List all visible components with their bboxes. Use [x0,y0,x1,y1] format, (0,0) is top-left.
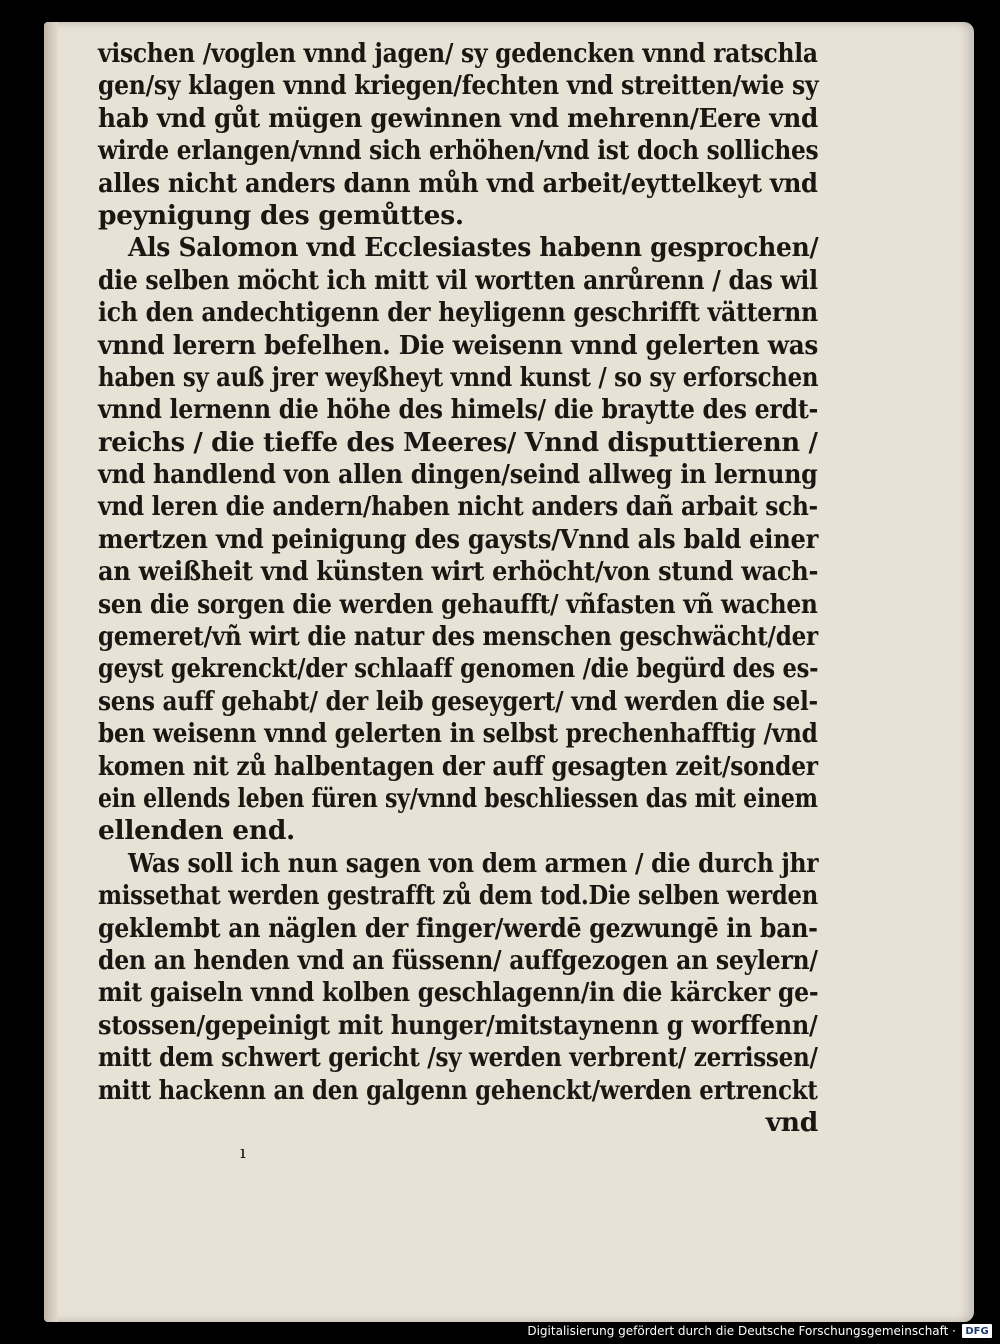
text-line: vnnd lernenn die höhe des himels/ die braytte des erdt- [98,394,819,426]
text-line: reichs / die tieffe des Meeres/ Vnnd disputtierenn / [98,426,818,458]
text-line: gemeret/vñ wirt die natur des menschen geschwächt/der [98,621,818,653]
text-line: alles nicht anders dann můh vnd arbeit/eyttelkeyt vnd [98,167,818,199]
catchword: vnd [765,1106,818,1138]
text-line: vischen /voglen vnnd jagen/ sy gedencken vnnd ratschla [98,38,818,69]
page-text [98,38,818,1139]
text-line: vnnd lerern befelhen. Die weisenn vnnd gelerten was [98,329,819,361]
text-line: ellenden end. [98,815,295,847]
paragraph-start-line: Was soll ich nun sagen von dem armen / die durch jhr [128,847,819,879]
text-line: mertzen vnd peinigung des gaysts/Vnnd als bald einer [98,523,819,555]
signature-mark: ı [240,1142,246,1163]
text-line: missethat werden gestrafft zů dem tod.Die selben werden [98,880,818,912]
text-line: sens auff gehabt/ der leib geseygert/ vnd werden die sel- [98,685,818,717]
text-line: stossen/gepeinigt mit hunger/mitstaynenn g worffenn/ [98,1009,818,1041]
text-line: mit gaiseln vnnd kolben geschlagenn/in die kärcker ge- [98,977,819,1009]
digitization-footer [527,1322,992,1340]
text-line: wirde erlangen/vnnd sich erhöhen/vnd ist doch solliches [98,135,819,167]
text-line: ich den andechtigenn der heyligenn geschrifft vätternn [98,297,818,329]
text-line: geklembt an näglen der finger/werdē gezwungē in ban- [98,912,818,944]
text-line: geyst gekrenckt/der schlaaff genomen /die begürd des es- [98,653,819,685]
text-line: die selben möcht ich mitt vil wortten anrůrenn / das wil [98,264,818,296]
text-line: den an henden vnd an füssenn/ auffgezogen an seylern/ [98,944,818,976]
text-line: an weißheit vnd künsten wirt erhöcht/von stund wach- [98,556,819,588]
page-gutter-edge [44,22,58,1322]
paragraph-start-line: Als Salomon vnd Ecclesiastes habenn gesprochen/ [128,232,819,264]
text-line: komen nit zů halbentagen der auff gesagten zeit/sonder [98,750,818,782]
text-line: sen die sorgen die werden gehaufft/ vñfasten vñ wachen [98,588,818,620]
text-line: peynigung des gemůttes. [98,199,464,231]
text-line: hab vnd gůt mügen gewinnen vnd mehrenn/Eere vnd [98,102,819,134]
text-line: mitt hackenn an den galgenn gehenckt/werden ertrenckt [98,1074,818,1106]
text-line: ben weisenn vnnd gelerten in selbst prechenhafftig /vnd [98,718,818,750]
funding-caption: Digitalisierung gefördert durch die Deutsche Forschungsgemeinschaft · [527,1324,956,1338]
text-line: haben sy auß jrer weyßheyt vnnd kunst / so sy erforschen [98,361,819,393]
text-line: vnd handlend von allen dingen/seind allweg in lernung [98,459,818,491]
text-line: gen/sy klagen vnnd kriegen/fechten vnd streitten/wie sy [98,70,819,102]
text-line: mitt dem schwert gericht /sy werden verbrent/ zerrissen/ [98,1042,818,1074]
text-line: vnd leren die andern/haben nicht anders dañ arbait sch- [98,491,818,523]
text-line: ein ellends leben füren sy/vnnd beschliessen das mit einem [98,782,818,814]
dfg-logo: DFG [962,1324,992,1338]
